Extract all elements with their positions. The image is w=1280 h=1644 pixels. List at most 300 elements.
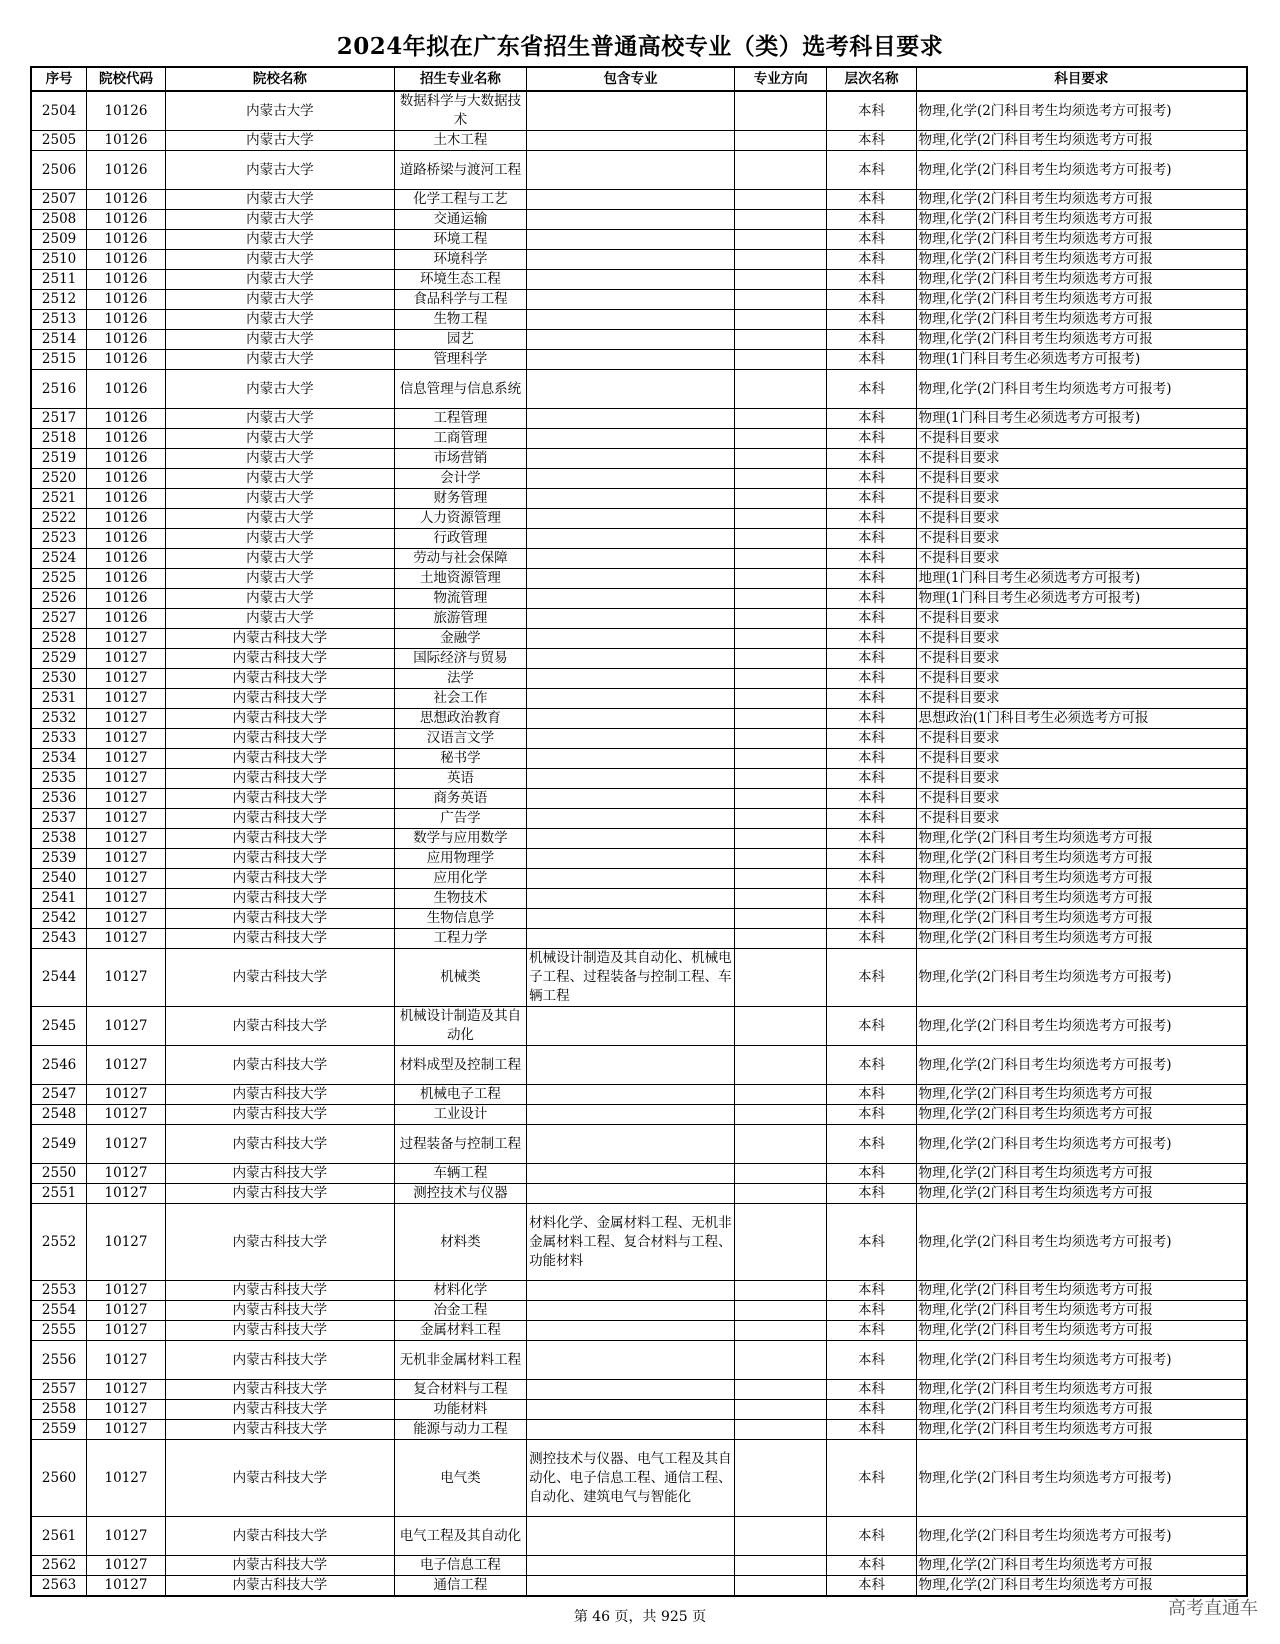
table-row [31, 689, 1247, 709]
major-name-cell: 应用物理学 [394, 849, 526, 869]
major-name-cell: 英语 [394, 769, 526, 789]
level-cell: 本科 [827, 310, 916, 330]
school-code-cell: 10127 [87, 829, 166, 849]
direction-cell [735, 1184, 827, 1204]
major-name-cell: 环境工程 [394, 230, 526, 250]
brand-watermark: 高考直通车 [1168, 1598, 1258, 1619]
school-name-cell: 内蒙古大学 [165, 569, 394, 589]
major-name-cell: 食品科学与工程 [394, 290, 526, 310]
requirements-cell: 物理,化学(2门科目考生均须选考方可报考) [916, 1125, 1247, 1164]
requirements-cell: 地理(1门科目考生必须选考方可报考) [916, 569, 1247, 589]
direction-cell [735, 1400, 827, 1420]
seq-cell: 2554 [31, 1301, 87, 1321]
school-code-cell: 10127 [87, 669, 166, 689]
school-name-cell: 内蒙古大学 [165, 190, 394, 210]
school-code-cell: 10127 [87, 1125, 166, 1164]
school-code-cell: 10126 [87, 469, 166, 489]
requirements-cell: 不提科目要求 [916, 769, 1247, 789]
requirements-cell: 物理(1门科目考生必须选考方可报考) [916, 350, 1247, 370]
major-name-cell: 工商管理 [394, 429, 526, 449]
seq-cell: 2534 [31, 749, 87, 769]
requirements-cell: 物理,化学(2门科目考生均须选考方可报 [916, 131, 1247, 151]
school-code-cell: 10126 [87, 270, 166, 290]
table-row [31, 131, 1247, 151]
direction-cell [735, 290, 827, 310]
table-row [31, 529, 1247, 549]
direction-cell [735, 689, 827, 709]
major-name-cell: 劳动与社会保障 [394, 549, 526, 569]
level-cell: 本科 [827, 769, 916, 789]
table-row [31, 1085, 1247, 1105]
seq-cell: 2555 [31, 1321, 87, 1341]
level-cell: 本科 [827, 689, 916, 709]
level-cell: 本科 [827, 789, 916, 809]
requirements-cell: 思想政治(1门科目考生必须选考方可报 [916, 709, 1247, 729]
seq-cell: 2545 [31, 1007, 87, 1046]
level-cell: 本科 [827, 1440, 916, 1517]
major-name-cell: 环境生态工程 [394, 270, 526, 290]
school-name-cell: 内蒙古科技大学 [165, 669, 394, 689]
school-code-cell: 10127 [87, 1164, 166, 1184]
school-name-cell: 内蒙古大学 [165, 469, 394, 489]
seq-cell: 2511 [31, 270, 87, 290]
seq-cell: 2512 [31, 290, 87, 310]
major-name-cell: 工程管理 [394, 409, 526, 429]
included-majors-cell [527, 749, 735, 769]
school-name-cell: 内蒙古大学 [165, 250, 394, 270]
school-name-cell: 内蒙古大学 [165, 409, 394, 429]
seq-cell: 2531 [31, 689, 87, 709]
direction-cell [735, 429, 827, 449]
table-row [31, 709, 1247, 729]
major-name-cell: 机械电子工程 [394, 1085, 526, 1105]
requirements-cell: 物理,化学(2门科目考生均须选考方可报 [916, 1556, 1247, 1576]
major-name-cell: 机械设计制造及其自动化 [394, 1007, 526, 1046]
school-name-cell: 内蒙古科技大学 [165, 1380, 394, 1400]
requirements-cell: 不提科目要求 [916, 449, 1247, 469]
requirements-cell: 物理,化学(2门科目考生均须选考方可报 [916, 869, 1247, 889]
direction-cell [735, 1517, 827, 1556]
seq-cell: 2558 [31, 1400, 87, 1420]
requirements-cell: 物理,化学(2门科目考生均须选考方可报 [916, 929, 1247, 949]
school-code-cell: 10126 [87, 609, 166, 629]
direction-cell [735, 949, 827, 1007]
seq-cell: 2532 [31, 709, 87, 729]
school-code-cell: 10127 [87, 1105, 166, 1125]
level-cell: 本科 [827, 469, 916, 489]
level-cell: 本科 [827, 370, 916, 409]
seq-cell: 2552 [31, 1204, 87, 1281]
included-majors-cell [527, 310, 735, 330]
major-name-cell: 物流管理 [394, 589, 526, 609]
included-majors-cell [527, 290, 735, 310]
school-code-cell: 10126 [87, 509, 166, 529]
direction-cell [735, 1204, 827, 1281]
direction-cell [735, 330, 827, 350]
direction-cell [735, 370, 827, 409]
school-name-cell: 内蒙古大学 [165, 151, 394, 190]
school-code-cell: 10127 [87, 949, 166, 1007]
direction-cell [735, 549, 827, 569]
included-majors-cell [527, 1556, 735, 1576]
direction-cell [735, 909, 827, 929]
major-name-cell: 生物信息学 [394, 909, 526, 929]
included-majors-cell [527, 549, 735, 569]
direction-cell [735, 469, 827, 489]
included-majors-cell [527, 469, 735, 489]
school-code-cell: 10127 [87, 809, 166, 829]
school-code-cell: 10127 [87, 1440, 166, 1517]
seq-cell: 2516 [31, 370, 87, 409]
direction-cell [735, 1576, 827, 1597]
level-cell: 本科 [827, 449, 916, 469]
included-majors-cell: 机械设计制造及其自动化、机械电子工程、过程装备与控制工程、车辆工程 [527, 949, 735, 1007]
direction-cell [735, 1380, 827, 1400]
seq-cell: 2527 [31, 609, 87, 629]
major-name-cell: 数据科学与大数据技术 [394, 91, 526, 131]
included-majors-cell [527, 350, 735, 370]
school-name-cell: 内蒙古科技大学 [165, 629, 394, 649]
seq-cell: 2546 [31, 1046, 87, 1085]
included-majors-cell [527, 769, 735, 789]
seq-cell: 2521 [31, 489, 87, 509]
major-name-cell: 工业设计 [394, 1105, 526, 1125]
table-row [31, 350, 1247, 370]
school-name-cell: 内蒙古科技大学 [165, 1125, 394, 1164]
direction-cell [735, 1281, 827, 1301]
major-name-cell: 过程装备与控制工程 [394, 1125, 526, 1164]
level-cell: 本科 [827, 669, 916, 689]
school-name-cell: 内蒙古大学 [165, 509, 394, 529]
school-code-cell: 10127 [87, 1007, 166, 1046]
included-majors-cell [527, 589, 735, 609]
major-name-cell: 道路桥梁与渡河工程 [394, 151, 526, 190]
included-majors-cell [527, 1085, 735, 1105]
school-code-cell: 10126 [87, 290, 166, 310]
direction-cell [735, 1007, 827, 1046]
school-name-cell: 内蒙古大学 [165, 330, 394, 350]
table-row [31, 330, 1247, 350]
level-cell: 本科 [827, 1576, 916, 1597]
seq-cell: 2548 [31, 1105, 87, 1125]
school-name-cell: 内蒙古科技大学 [165, 1046, 394, 1085]
level-cell: 本科 [827, 1517, 916, 1556]
requirements-cell: 物理,化学(2门科目考生均须选考方可报考) [916, 1046, 1247, 1085]
seq-cell: 2509 [31, 230, 87, 250]
seq-cell: 2533 [31, 729, 87, 749]
seq-cell: 2526 [31, 589, 87, 609]
seq-cell: 2515 [31, 350, 87, 370]
direction-cell [735, 310, 827, 330]
major-name-cell: 园艺 [394, 330, 526, 350]
included-majors-cell [527, 210, 735, 230]
school-name-cell: 内蒙古科技大学 [165, 1556, 394, 1576]
direction-cell [735, 1556, 827, 1576]
requirements-cell: 物理,化学(2门科目考生均须选考方可报 [916, 1281, 1247, 1301]
seq-cell: 2543 [31, 929, 87, 949]
school-code-cell: 10126 [87, 131, 166, 151]
included-majors-cell [527, 1420, 735, 1440]
table-row [31, 1184, 1247, 1204]
included-majors-cell [527, 669, 735, 689]
direction-cell [735, 729, 827, 749]
requirements-cell: 物理,化学(2门科目考生均须选考方可报 [916, 1301, 1247, 1321]
direction-cell [735, 1085, 827, 1105]
requirements-cell: 物理,化学(2门科目考生均须选考方可报 [916, 849, 1247, 869]
direction-cell [735, 270, 827, 290]
major-name-cell: 金融学 [394, 629, 526, 649]
school-name-cell: 内蒙古科技大学 [165, 789, 394, 809]
seq-cell: 2524 [31, 549, 87, 569]
direction-cell [735, 230, 827, 250]
school-name-cell: 内蒙古科技大学 [165, 809, 394, 829]
seq-cell: 2508 [31, 210, 87, 230]
school-code-cell: 10126 [87, 350, 166, 370]
major-name-cell: 信息管理与信息系统 [394, 370, 526, 409]
major-name-cell: 电气类 [394, 1440, 526, 1517]
school-name-cell: 内蒙古大学 [165, 270, 394, 290]
table-row [31, 669, 1247, 689]
school-name-cell: 内蒙古科技大学 [165, 689, 394, 709]
major-name-cell: 应用化学 [394, 869, 526, 889]
level-cell: 本科 [827, 1420, 916, 1440]
table-row [31, 849, 1247, 869]
major-name-cell: 冶金工程 [394, 1301, 526, 1321]
seq-cell: 2550 [31, 1164, 87, 1184]
level-cell: 本科 [827, 929, 916, 949]
school-name-cell: 内蒙古科技大学 [165, 829, 394, 849]
direction-cell [735, 609, 827, 629]
seq-cell: 2553 [31, 1281, 87, 1301]
seq-cell: 2562 [31, 1556, 87, 1576]
included-majors-cell [527, 489, 735, 509]
major-name-cell: 秘书学 [394, 749, 526, 769]
direction-cell [735, 1164, 827, 1184]
direction-cell [735, 649, 827, 669]
requirements-cell: 物理,化学(2门科目考生均须选考方可报 [916, 1400, 1247, 1420]
seq-cell: 2563 [31, 1576, 87, 1597]
direction-cell [735, 1301, 827, 1321]
seq-cell: 2541 [31, 889, 87, 909]
requirements-cell: 不提科目要求 [916, 729, 1247, 749]
seq-cell: 2505 [31, 131, 87, 151]
included-majors-cell [527, 1517, 735, 1556]
col-direction-header: 专业方向 [735, 67, 827, 91]
included-majors-cell [527, 569, 735, 589]
level-cell: 本科 [827, 270, 916, 290]
table-row [31, 1400, 1247, 1420]
requirements-table [30, 66, 1248, 1597]
level-cell: 本科 [827, 409, 916, 429]
school-name-cell: 内蒙古大学 [165, 609, 394, 629]
direction-cell [735, 1321, 827, 1341]
school-name-cell: 内蒙古大学 [165, 370, 394, 409]
seq-cell: 2539 [31, 849, 87, 869]
school-code-cell: 10126 [87, 589, 166, 609]
school-code-cell: 10126 [87, 91, 166, 131]
requirements-cell: 物理,化学(2门科目考生均须选考方可报考) [916, 370, 1247, 409]
school-code-cell: 10127 [87, 1204, 166, 1281]
table-row [31, 569, 1247, 589]
school-code-cell: 10127 [87, 1184, 166, 1204]
table-row [31, 1576, 1247, 1597]
direction-cell [735, 589, 827, 609]
table-row [31, 509, 1247, 529]
level-cell: 本科 [827, 1556, 916, 1576]
requirements-cell: 不提科目要求 [916, 629, 1247, 649]
table-row [31, 151, 1247, 190]
school-name-cell: 内蒙古科技大学 [165, 649, 394, 669]
direction-cell [735, 769, 827, 789]
requirements-cell: 不提科目要求 [916, 529, 1247, 549]
school-code-cell: 10126 [87, 151, 166, 190]
direction-cell [735, 210, 827, 230]
table-row [31, 1517, 1247, 1556]
direction-cell [735, 509, 827, 529]
school-code-cell: 10126 [87, 409, 166, 429]
direction-cell [735, 709, 827, 729]
direction-cell [735, 489, 827, 509]
school-code-cell: 10127 [87, 1301, 166, 1321]
seq-cell: 2537 [31, 809, 87, 829]
table-row [31, 230, 1247, 250]
requirements-cell: 物理,化学(2门科目考生均须选考方可报 [916, 1380, 1247, 1400]
included-majors-cell [527, 1341, 735, 1380]
requirements-cell: 物理,化学(2门科目考生均须选考方可报考) [916, 151, 1247, 190]
included-majors-cell [527, 529, 735, 549]
included-majors-cell [527, 1046, 735, 1085]
direction-cell [735, 1105, 827, 1125]
included-majors-cell [527, 829, 735, 849]
school-name-cell: 内蒙古科技大学 [165, 1085, 394, 1105]
table-row [31, 549, 1247, 569]
level-cell: 本科 [827, 1125, 916, 1164]
table-row [31, 469, 1247, 489]
major-name-cell: 复合材料与工程 [394, 1380, 526, 1400]
level-cell: 本科 [827, 849, 916, 869]
direction-cell [735, 869, 827, 889]
table-row [31, 949, 1247, 1007]
table-row [31, 589, 1247, 609]
level-cell: 本科 [827, 190, 916, 210]
level-cell: 本科 [827, 809, 916, 829]
direction-cell [735, 829, 827, 849]
level-cell: 本科 [827, 1184, 916, 1204]
included-majors-cell [527, 509, 735, 529]
included-majors-cell [527, 1400, 735, 1420]
level-cell: 本科 [827, 729, 916, 749]
seq-cell: 2556 [31, 1341, 87, 1380]
included-majors-cell [527, 190, 735, 210]
included-majors-cell [527, 270, 735, 290]
direction-cell [735, 250, 827, 270]
seq-cell: 2551 [31, 1184, 87, 1204]
direction-cell [735, 131, 827, 151]
school-code-cell: 10126 [87, 489, 166, 509]
table-row [31, 869, 1247, 889]
major-name-cell: 材料类 [394, 1204, 526, 1281]
level-cell: 本科 [827, 1105, 916, 1125]
school-name-cell: 内蒙古科技大学 [165, 1400, 394, 1420]
school-code-cell: 10126 [87, 529, 166, 549]
major-name-cell: 行政管理 [394, 529, 526, 549]
level-cell: 本科 [827, 131, 916, 151]
level-cell: 本科 [827, 1204, 916, 1281]
included-majors-cell [527, 1380, 735, 1400]
requirements-cell: 物理,化学(2门科目考生均须选考方可报考) [916, 1204, 1247, 1281]
major-name-cell: 材料化学 [394, 1281, 526, 1301]
school-code-cell: 10126 [87, 330, 166, 350]
included-majors-cell [527, 1321, 735, 1341]
level-cell: 本科 [827, 709, 916, 729]
included-majors-cell [527, 609, 735, 629]
school-name-cell: 内蒙古科技大学 [165, 729, 394, 749]
included-majors-cell [527, 869, 735, 889]
major-name-cell: 交通运输 [394, 210, 526, 230]
school-name-cell: 内蒙古科技大学 [165, 1281, 394, 1301]
seq-cell: 2520 [31, 469, 87, 489]
direction-cell [735, 151, 827, 190]
major-name-cell: 土木工程 [394, 131, 526, 151]
seq-cell: 2547 [31, 1085, 87, 1105]
requirements-cell: 物理,化学(2门科目考生均须选考方可报 [916, 889, 1247, 909]
school-code-cell: 10127 [87, 1321, 166, 1341]
requirements-cell: 物理,化学(2门科目考生均须选考方可报 [916, 290, 1247, 310]
included-majors-cell [527, 1281, 735, 1301]
major-name-cell: 电气工程及其自动化 [394, 1517, 526, 1556]
seq-cell: 2560 [31, 1440, 87, 1517]
major-name-cell: 人力资源管理 [394, 509, 526, 529]
requirements-cell: 物理,化学(2门科目考生均须选考方可报考) [916, 1007, 1247, 1046]
included-majors-cell [527, 649, 735, 669]
requirements-cell: 物理,化学(2门科目考生均须选考方可报 [916, 190, 1247, 210]
level-cell: 本科 [827, 151, 916, 190]
seq-cell: 2513 [31, 310, 87, 330]
seq-cell: 2506 [31, 151, 87, 190]
major-name-cell: 管理科学 [394, 350, 526, 370]
school-code-cell: 10127 [87, 1420, 166, 1440]
col-seq-header: 序号 [31, 67, 87, 91]
school-code-cell: 10127 [87, 689, 166, 709]
school-code-cell: 10126 [87, 449, 166, 469]
table-row [31, 370, 1247, 409]
included-majors-cell [527, 849, 735, 869]
included-majors-cell [527, 889, 735, 909]
school-code-cell: 10127 [87, 1576, 166, 1597]
major-name-cell: 会计学 [394, 469, 526, 489]
school-name-cell: 内蒙古大学 [165, 290, 394, 310]
table-row [31, 1556, 1247, 1576]
major-name-cell: 国际经济与贸易 [394, 649, 526, 669]
school-code-cell: 10127 [87, 709, 166, 729]
direction-cell [735, 629, 827, 649]
col-included-majors-header: 包含专业 [527, 67, 735, 91]
table-row [31, 210, 1247, 230]
table-row [31, 449, 1247, 469]
level-cell: 本科 [827, 489, 916, 509]
level-cell: 本科 [827, 889, 916, 909]
school-name-cell: 内蒙古大学 [165, 210, 394, 230]
requirements-cell: 物理,化学(2门科目考生均须选考方可报 [916, 829, 1247, 849]
school-code-cell: 10127 [87, 1281, 166, 1301]
direction-cell [735, 569, 827, 589]
level-cell: 本科 [827, 1301, 916, 1321]
table-row [31, 1380, 1247, 1400]
included-majors-cell [527, 1164, 735, 1184]
direction-cell [735, 669, 827, 689]
school-code-cell: 10126 [87, 569, 166, 589]
included-majors-cell [527, 91, 735, 131]
